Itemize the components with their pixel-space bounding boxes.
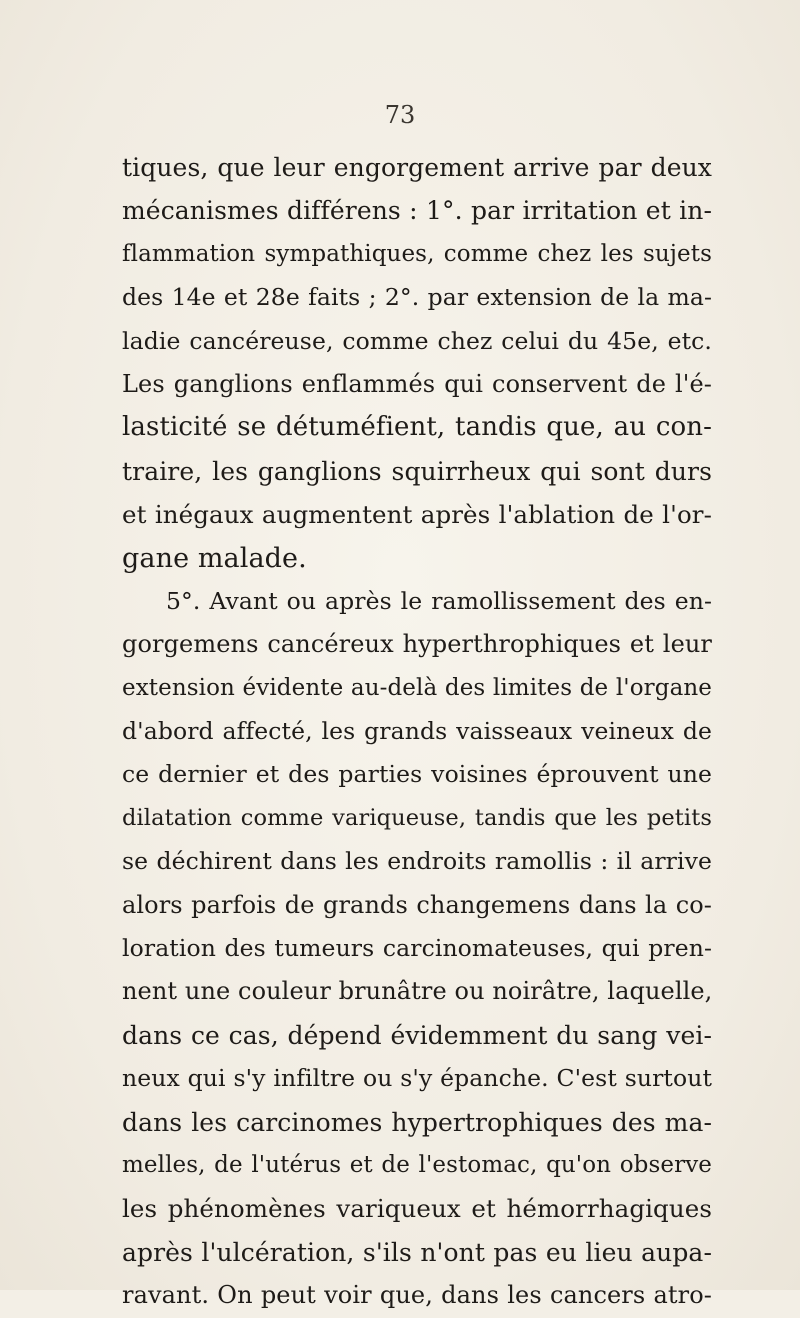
text-line: nent une couleur brunâtre ou noirâtre, laquelle, <box>122 977 713 1006</box>
text-line: ce dernier et des parties voisines éprouvent une <box>122 760 712 789</box>
text-line: après l'ulcération, s'ils n'ont pas eu lieu aupa- <box>122 1237 712 1267</box>
text-line: traire, les ganglions squirrheux qui sont durs <box>122 456 712 486</box>
text-line: dilatation comme variqueuse, tandis que les petits <box>122 804 712 831</box>
text-line: dans ce cas, dépend évidemment du sang vei- <box>122 1020 712 1050</box>
text-line: neux qui s'y infiltre ou s'y épanche. C'est surtout <box>122 1064 712 1093</box>
text-line: ladie cancéreuse, comme chez celui du 45e, etc. <box>122 326 712 355</box>
text-line: gorgemens cancéreux hyperthrophiques et leur <box>122 630 712 659</box>
paragraph-end-line: gane malade. <box>122 542 307 574</box>
text-line: des 14e et 28e faits ; 2°. par extension de la ma- <box>122 283 712 312</box>
text-line: flammation sympathiques, comme chez les sujets <box>122 240 712 267</box>
text-line: tiques, que leur engorgement arrive par deux <box>122 153 712 182</box>
text-line: lasticité se détuméfient, tandis que, au con- <box>122 412 712 443</box>
text-line: melles, de l'utérus et de l'estomac, qu'on observe <box>122 1151 712 1178</box>
page-number: 73 <box>384 101 416 129</box>
body-text <box>122 146 712 1318</box>
text-line: ravant. On peut voir que, dans les cancers atro- <box>122 1281 712 1310</box>
text-line: et inégaux augmentent après l'ablation de l'or- <box>122 500 712 530</box>
text-line: extension évidente au-delà des limites de l'organe <box>122 674 712 701</box>
text-line: alors parfois de grands changemens dans la co- <box>122 890 712 919</box>
text-line: Les ganglions enflammés qui conservent de l'é- <box>122 369 712 398</box>
text-line: dans les carcinomes hypertrophiques des ma- <box>122 1107 712 1137</box>
text-line: se déchirent dans les endroits ramollis : il arrive <box>122 847 712 876</box>
text-line: les phénomènes variqueux et hémorrhagiques <box>122 1194 712 1224</box>
text-line: mécanismes différens : 1°. par irritation et in- <box>122 196 712 226</box>
text-line: d'abord affecté, les grands vaisseaux veineux de <box>122 717 712 746</box>
text-line: loration des tumeurs carcinomateuses, qui pren- <box>122 934 712 963</box>
paragraph-start-line: 5°. Avant ou après le ramollissement des en- <box>166 586 712 615</box>
